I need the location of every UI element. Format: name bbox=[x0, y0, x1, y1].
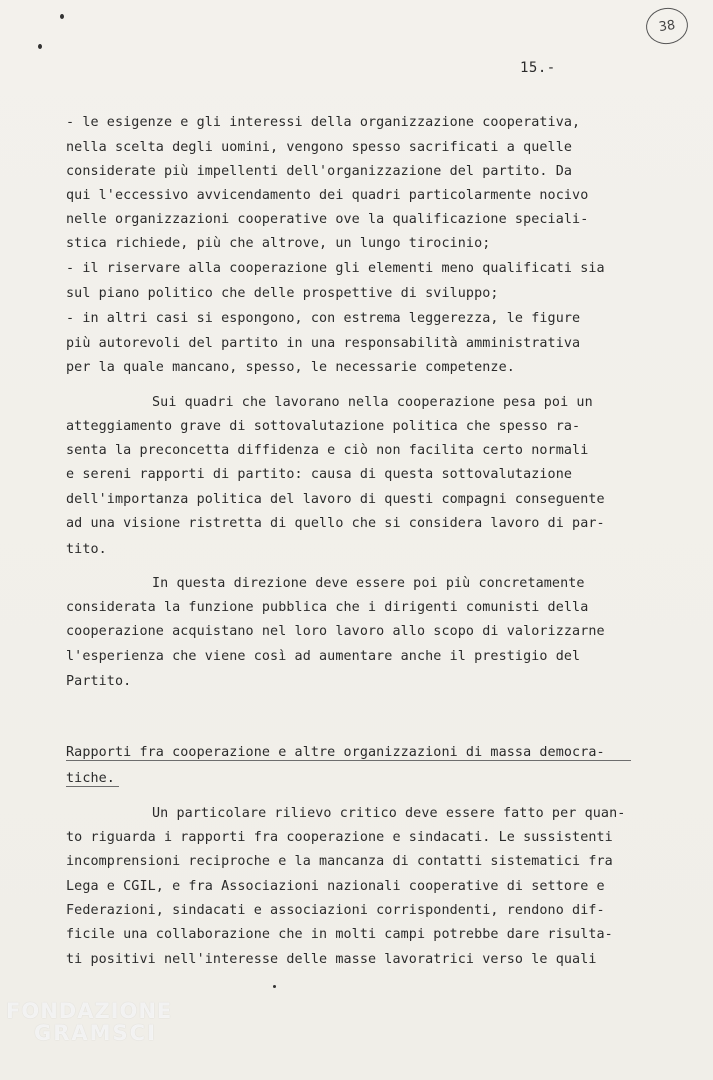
text-line: to riguarda i rapporti fra cooperazione e sindacati. Le sussistenti bbox=[66, 830, 613, 845]
ink-spot bbox=[60, 14, 64, 19]
text-line: ad una visione ristretta di quello che si considera lavoro di par- bbox=[66, 516, 605, 531]
text-line: tito. bbox=[66, 542, 107, 557]
text-line: - in altri casi si espongono, con estrema leggerezza, le figure bbox=[66, 311, 581, 326]
archive-stamp bbox=[644, 5, 691, 46]
text-line: per la quale mancano, spesso, le necessarie competenze. bbox=[66, 360, 515, 375]
watermark-line: FONDAZIONE bbox=[6, 999, 173, 1023]
text-line: Un particolare rilievo critico deve essere fatto per quan- bbox=[152, 806, 626, 821]
text-line: ti positivi nell'interesse delle masse lavoratrici verso le quali bbox=[66, 952, 597, 967]
watermark-logo bbox=[6, 1000, 172, 1044]
section-heading: Rapporti fra cooperazione e altre organizzazioni di massa democra- bbox=[66, 745, 605, 760]
text-line: dell'importanza politica del lavoro di questi compagni conseguente bbox=[66, 492, 605, 507]
text-line: Lega e CGIL, e fra Associazioni nazionali cooperative di settore e bbox=[66, 879, 605, 894]
text-line: cooperazione acquistano nel loro lavoro allo scopo di valorizzarne bbox=[66, 624, 605, 639]
text-line: Federazioni, sindacati e associazioni corrispondenti, rendono dif- bbox=[66, 903, 605, 918]
text-line: considerate più impellenti dell'organizzazione del partito. Da bbox=[66, 164, 573, 179]
text-line: incomprensioni reciproche e la mancanza di contatti sistematici fra bbox=[66, 854, 613, 869]
text-line: qui l'eccessivo avvicendamento dei quadri particolarmente nocivo bbox=[66, 188, 589, 203]
watermark-line: GRAMSCI bbox=[34, 1021, 157, 1045]
text-line: stica richiede, più che altrove, un lungo tirocinio; bbox=[66, 236, 491, 251]
text-line: senta la preconcetta diffidenza e ciò non facilita certo normali bbox=[66, 443, 589, 458]
ink-spot bbox=[273, 985, 276, 988]
text-line: e sereni rapporti di partito: causa di questa sottovalutazione bbox=[66, 467, 573, 482]
text-line: nella scelta degli uomini, vengono spesso sacrificati a quelle bbox=[66, 140, 573, 155]
section-heading: tiche. bbox=[66, 771, 115, 786]
heading-underline bbox=[66, 786, 119, 787]
text-line: In questa direzione deve essere poi più concretamente bbox=[152, 576, 585, 591]
text-line: nelle organizzazioni cooperative ove la qualificazione speciali- bbox=[66, 212, 589, 227]
text-line: l'esperienza che viene così ad aumentare anche il prestigio del bbox=[66, 649, 581, 664]
text-line: Sui quadri che lavorano nella cooperazione pesa poi un bbox=[152, 395, 593, 410]
text-line: più autorevoli del partito in una responsabilità amministrativa bbox=[66, 336, 581, 351]
ink-spot bbox=[38, 44, 42, 49]
text-line: considerata la funzione pubblica che i dirigenti comunisti della bbox=[66, 600, 589, 615]
text-line: atteggiamento grave di sottovalutazione politica che spesso ra- bbox=[66, 419, 581, 434]
page-number: 15.- bbox=[520, 60, 556, 76]
text-line: sul piano politico che delle prospettive di sviluppo; bbox=[66, 286, 499, 301]
text-line: ficile una collaborazione che in molti campi potrebbe dare risulta- bbox=[66, 927, 613, 942]
text-line: - il riservare alla cooperazione gli elementi meno qualificati sia bbox=[66, 261, 605, 276]
text-line: Partito. bbox=[66, 674, 132, 689]
text-line: - le esigenze e gli interessi della organizzazione cooperativa, bbox=[66, 115, 581, 130]
archive-stamp-number: 38 bbox=[657, 17, 677, 35]
heading-underline bbox=[66, 760, 631, 761]
